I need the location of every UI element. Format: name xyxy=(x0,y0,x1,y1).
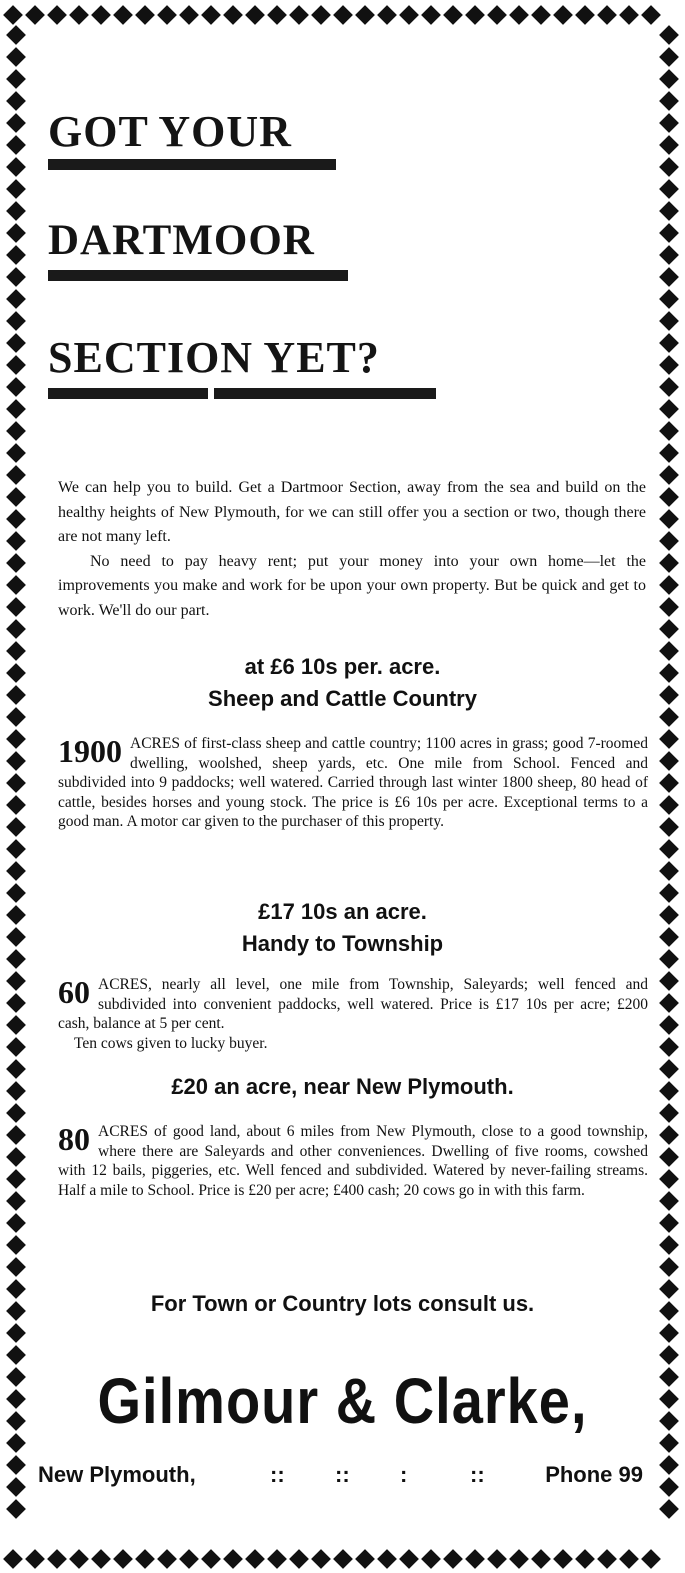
diamond-ornament xyxy=(659,1081,679,1101)
diamond-ornament xyxy=(641,1549,661,1569)
bottom-diamond-border xyxy=(0,1546,685,1572)
diamond-ornament xyxy=(113,5,133,25)
footer-phone: Phone 99 xyxy=(545,1462,643,1487)
diamond-ornament xyxy=(6,465,26,485)
intro-paragraph-1: We can help you to build. Get a Dartmoor Section, away from the sea and build on the healthy heights of New Plymouth, for we can still offer you a section or two, though there are not many left. xyxy=(58,479,646,545)
diamond-ornament xyxy=(25,1549,45,1569)
diamond-ornament xyxy=(267,5,287,25)
diamond-ornament xyxy=(531,1549,551,1569)
diamond-ornament xyxy=(659,443,679,463)
left-diamond-border xyxy=(2,24,30,1546)
listing-3-acres: 80 xyxy=(58,1121,90,1157)
diamond-ornament xyxy=(659,1455,679,1475)
diamond-ornament xyxy=(69,1549,89,1569)
diamond-ornament xyxy=(465,5,485,25)
diamond-ornament xyxy=(6,223,26,243)
diamond-ornament xyxy=(659,267,679,287)
diamond-ornament xyxy=(6,355,26,375)
diamond-ornament xyxy=(659,355,679,375)
diamond-ornament xyxy=(659,47,679,67)
diamond-ornament xyxy=(6,201,26,221)
listing-1 xyxy=(58,734,648,832)
intro-text xyxy=(58,476,646,623)
diamond-ornament xyxy=(6,1477,26,1497)
diamond-ornament xyxy=(6,1279,26,1299)
diamond-ornament xyxy=(311,5,331,25)
diamond-ornament xyxy=(6,113,26,133)
diamond-ornament xyxy=(6,289,26,309)
diamond-ornament xyxy=(575,5,595,25)
consult-line: For Town or Country lots consult us. xyxy=(150,1291,535,1316)
diamond-ornament xyxy=(223,5,243,25)
diamond-ornament xyxy=(311,1549,331,1569)
diamond-ornament xyxy=(201,5,221,25)
diamond-ornament xyxy=(641,5,661,25)
diamond-ornament xyxy=(223,1549,243,1569)
diamond-ornament xyxy=(659,531,679,551)
diamond-ornament xyxy=(659,201,679,221)
diamond-ornament xyxy=(659,795,679,815)
diamond-ornament xyxy=(6,91,26,111)
listing-2-heading-line: Handy to Township xyxy=(241,931,444,956)
diamond-ornament xyxy=(377,5,397,25)
diamond-ornament xyxy=(6,817,26,837)
diamond-ornament xyxy=(659,509,679,529)
diamond-ornament xyxy=(659,1015,679,1035)
diamond-ornament xyxy=(6,773,26,793)
listing-3-text: ACRES of good land, about 6 miles from New Plymouth, close to a good township, where there are Saleyards and other conveniences. Dwelling of five rooms, cowshed with 12 bails, piggeries, etc. Well fenced and subdivided. Watered by never-failing streams. Half a mile to School. Price is £20 per acre; £400 cash; 20 cows go in with this farm. xyxy=(58,1123,648,1199)
diamond-ornament xyxy=(421,1549,441,1569)
diamond-ornament xyxy=(91,5,111,25)
diamond-ornament xyxy=(597,1549,617,1569)
diamond-ornament xyxy=(659,1389,679,1409)
diamond-ornament xyxy=(6,1147,26,1167)
diamond-ornament xyxy=(6,157,26,177)
listing-3-heading xyxy=(30,1071,655,1103)
diamond-ornament xyxy=(659,927,679,947)
diamond-ornament xyxy=(6,597,26,617)
diamond-ornament xyxy=(659,333,679,353)
diamond-ornament xyxy=(3,1549,23,1569)
diamond-ornament xyxy=(113,1549,133,1569)
diamond-ornament xyxy=(443,5,463,25)
diamond-ornament xyxy=(553,1549,573,1569)
diamond-ornament xyxy=(659,1477,679,1497)
diamond-ornament xyxy=(6,47,26,67)
diamond-ornament xyxy=(659,487,679,507)
diamond-ornament xyxy=(6,685,26,705)
diamond-ornament xyxy=(6,267,26,287)
diamond-ornament xyxy=(6,1059,26,1079)
headline-underline-2 xyxy=(48,270,348,281)
diamond-ornament xyxy=(659,839,679,859)
intro-paragraph-2: No need to pay heavy rent; put your money into your own home—let the improvements you make and work for be upon your own property. But be quick and get to work. We'll do our part. xyxy=(58,552,646,619)
diamond-ornament xyxy=(659,377,679,397)
diamond-ornament xyxy=(69,5,89,25)
listing-2-price-line: £17 10s an acre. xyxy=(258,899,427,924)
diamond-ornament xyxy=(6,311,26,331)
diamond-ornament xyxy=(659,1301,679,1321)
diamond-ornament xyxy=(6,1213,26,1233)
diamond-ornament xyxy=(619,5,639,25)
diamond-ornament xyxy=(6,1455,26,1475)
diamond-ornament xyxy=(6,25,26,45)
diamond-ornament xyxy=(179,1549,199,1569)
diamond-ornament xyxy=(659,1323,679,1343)
advertisement xyxy=(30,28,655,1546)
diamond-ornament xyxy=(333,1549,353,1569)
diamond-ornament xyxy=(659,399,679,419)
diamond-ornament xyxy=(659,729,679,749)
diamond-ornament xyxy=(245,5,265,25)
headline-line-1: GOT YOUR xyxy=(48,107,292,156)
diamond-ornament xyxy=(659,1235,679,1255)
diamond-ornament xyxy=(179,5,199,25)
headline-line-3: SECTION YET? xyxy=(48,333,380,382)
right-diamond-border xyxy=(655,24,683,1546)
diamond-ornament xyxy=(659,971,679,991)
diamond-ornament xyxy=(659,465,679,485)
diamond-ornament xyxy=(6,1301,26,1321)
diamond-ornament xyxy=(245,1549,265,1569)
diamond-ornament xyxy=(6,795,26,815)
diamond-ornament xyxy=(6,883,26,903)
diamond-ornament xyxy=(509,5,529,25)
diamond-ornament xyxy=(6,179,26,199)
diamond-ornament xyxy=(157,1549,177,1569)
diamond-ornament xyxy=(659,685,679,705)
diamond-ornament xyxy=(6,1081,26,1101)
diamond-ornament xyxy=(659,1125,679,1145)
diamond-ornament xyxy=(6,509,26,529)
diamond-ornament xyxy=(659,553,679,573)
diamond-ornament xyxy=(659,663,679,683)
diamond-ornament xyxy=(421,5,441,25)
diamond-ornament xyxy=(659,1257,679,1277)
listing-2-heading xyxy=(30,896,655,960)
diamond-ornament xyxy=(6,1103,26,1123)
diamond-ornament xyxy=(597,5,617,25)
diamond-ornament xyxy=(6,1015,26,1035)
listing-2 xyxy=(58,975,648,1053)
diamond-ornament xyxy=(157,5,177,25)
diamond-ornament xyxy=(6,553,26,573)
diamond-ornament xyxy=(6,707,26,727)
listing-3-price-line: £20 an acre, near New Plymouth. xyxy=(171,1074,514,1099)
diamond-ornament xyxy=(659,69,679,89)
diamond-ornament xyxy=(6,729,26,749)
diamond-ornament xyxy=(659,1279,679,1299)
diamond-ornament xyxy=(659,223,679,243)
diamond-ornament xyxy=(659,289,679,309)
footer-separator-1: :: xyxy=(270,1462,285,1487)
diamond-ornament xyxy=(6,575,26,595)
diamond-ornament xyxy=(6,1235,26,1255)
diamond-ornament xyxy=(659,113,679,133)
diamond-ornament xyxy=(135,1549,155,1569)
listing-2-note: Ten cows given to lucky buyer. xyxy=(74,1034,268,1052)
diamond-ornament xyxy=(6,487,26,507)
diamond-ornament xyxy=(6,1037,26,1057)
diamond-ornament xyxy=(659,575,679,595)
diamond-ornament xyxy=(659,1213,679,1233)
diamond-ornament xyxy=(659,883,679,903)
diamond-ornament xyxy=(659,993,679,1013)
diamond-ornament xyxy=(6,531,26,551)
diamond-ornament xyxy=(6,927,26,947)
headline-underline-3b xyxy=(214,388,436,399)
diamond-ornament xyxy=(659,949,679,969)
diamond-ornament xyxy=(659,773,679,793)
diamond-ornament xyxy=(619,1549,639,1569)
diamond-ornament xyxy=(6,905,26,925)
listing-1-heading-line: Sheep and Cattle Country xyxy=(208,686,477,711)
diamond-ornament xyxy=(659,25,679,45)
diamond-ornament xyxy=(659,91,679,111)
listing-3 xyxy=(58,1122,648,1200)
diamond-ornament xyxy=(6,641,26,661)
diamond-ornament xyxy=(6,69,26,89)
diamond-ornament xyxy=(6,135,26,155)
diamond-ornament xyxy=(659,1191,679,1211)
headline-underline-1 xyxy=(48,159,336,170)
diamond-ornament xyxy=(6,1323,26,1343)
diamond-ornament xyxy=(659,751,679,771)
footer-separator-2: :: xyxy=(335,1462,350,1487)
firm-name: Gilmour & Clarke, xyxy=(97,1364,588,1437)
diamond-ornament xyxy=(6,399,26,419)
diamond-ornament xyxy=(6,1367,26,1387)
diamond-ornament xyxy=(575,1549,595,1569)
diamond-ornament xyxy=(6,1125,26,1145)
diamond-ornament xyxy=(659,245,679,265)
diamond-ornament xyxy=(47,1549,67,1569)
diamond-ornament xyxy=(6,971,26,991)
diamond-ornament xyxy=(659,619,679,639)
listing-1-acres: 1900 xyxy=(58,733,122,769)
listing-2-acres: 60 xyxy=(58,974,90,1010)
diamond-ornament xyxy=(91,1549,111,1569)
diamond-ornament xyxy=(659,1411,679,1431)
diamond-ornament xyxy=(659,597,679,617)
diamond-ornament xyxy=(659,135,679,155)
footer xyxy=(38,1462,643,1494)
diamond-ornament xyxy=(399,5,419,25)
diamond-ornament xyxy=(377,1549,397,1569)
diamond-ornament xyxy=(6,1191,26,1211)
diamond-ornament xyxy=(6,443,26,463)
diamond-ornament xyxy=(267,1549,287,1569)
diamond-ornament xyxy=(6,663,26,683)
diamond-ornament xyxy=(6,245,26,265)
diamond-ornament xyxy=(6,1411,26,1431)
diamond-ornament xyxy=(509,1549,529,1569)
diamond-ornament xyxy=(659,1367,679,1387)
diamond-ornament xyxy=(6,1257,26,1277)
footer-separator-3: : xyxy=(400,1462,408,1487)
diamond-ornament xyxy=(6,861,26,881)
diamond-ornament xyxy=(333,5,353,25)
diamond-ornament xyxy=(553,5,573,25)
diamond-ornament xyxy=(289,1549,309,1569)
diamond-ornament xyxy=(659,311,679,331)
diamond-ornament xyxy=(659,157,679,177)
diamond-ornament xyxy=(659,1103,679,1123)
diamond-ornament xyxy=(3,5,23,25)
diamond-ornament xyxy=(135,5,155,25)
diamond-ornament xyxy=(6,377,26,397)
footer-town: New Plymouth, xyxy=(38,1462,196,1487)
diamond-ornament xyxy=(659,1147,679,1167)
diamond-ornament xyxy=(487,5,507,25)
diamond-ornament xyxy=(487,1549,507,1569)
diamond-ornament xyxy=(659,905,679,925)
diamond-ornament xyxy=(25,5,45,25)
diamond-ornament xyxy=(6,751,26,771)
diamond-ornament xyxy=(6,421,26,441)
diamond-ornament xyxy=(659,179,679,199)
diamond-ornament xyxy=(659,707,679,727)
diamond-ornament xyxy=(659,1037,679,1057)
diamond-ornament xyxy=(443,1549,463,1569)
diamond-ornament xyxy=(6,949,26,969)
diamond-ornament xyxy=(355,5,375,25)
diamond-ornament xyxy=(201,1549,221,1569)
diamond-ornament xyxy=(659,1345,679,1365)
diamond-ornament xyxy=(531,5,551,25)
listing-2-text: ACRES, nearly all level, one mile from Township, Saleyards; well fenced and subdivided into convenient paddocks, well watered. Price is £17 10s per acre; £200 cash, balance at 5 per cent. xyxy=(58,976,648,1032)
diamond-ornament xyxy=(659,641,679,661)
diamond-ornament xyxy=(6,993,26,1013)
diamond-ornament xyxy=(47,5,67,25)
diamond-ornament xyxy=(289,5,309,25)
diamond-ornament xyxy=(465,1549,485,1569)
top-diamond-border xyxy=(0,2,685,28)
diamond-ornament xyxy=(6,839,26,859)
diamond-ornament xyxy=(659,817,679,837)
listing-1-heading xyxy=(30,651,655,715)
headline-line-2: DARTMOOR xyxy=(48,217,315,264)
diamond-ornament xyxy=(659,1059,679,1079)
diamond-ornament xyxy=(6,1169,26,1189)
diamond-ornament xyxy=(659,1499,679,1519)
footer-separator-4: :: xyxy=(470,1462,485,1487)
listing-1-text: ACRES of first-class sheep and cattle country; 1100 acres in grass; good 7-roomed dwelling, woolshed, sheep yards, etc. One mile from School. Fenced and subdivided into 9 paddocks; well watered. Carried through last winter 1800 sheep, 80 head of cattle, besides horses and young stock. The price is £6 10s per acre. Exceptional terms to a good man. A motor car given to the purchaser of this property. xyxy=(58,735,648,830)
listing-1-price-line: at £6 10s per. acre. xyxy=(244,654,441,679)
diamond-ornament xyxy=(6,1433,26,1453)
diamond-ornament xyxy=(659,861,679,881)
headline-underline-3a xyxy=(48,388,208,399)
diamond-ornament xyxy=(659,1169,679,1189)
diamond-ornament xyxy=(659,1433,679,1453)
diamond-ornament xyxy=(6,333,26,353)
diamond-ornament xyxy=(399,1549,419,1569)
diamond-ornament xyxy=(6,619,26,639)
diamond-ornament xyxy=(659,421,679,441)
diamond-ornament xyxy=(6,1389,26,1409)
diamond-ornament xyxy=(6,1345,26,1365)
diamond-ornament xyxy=(355,1549,375,1569)
diamond-ornament xyxy=(6,1499,26,1519)
